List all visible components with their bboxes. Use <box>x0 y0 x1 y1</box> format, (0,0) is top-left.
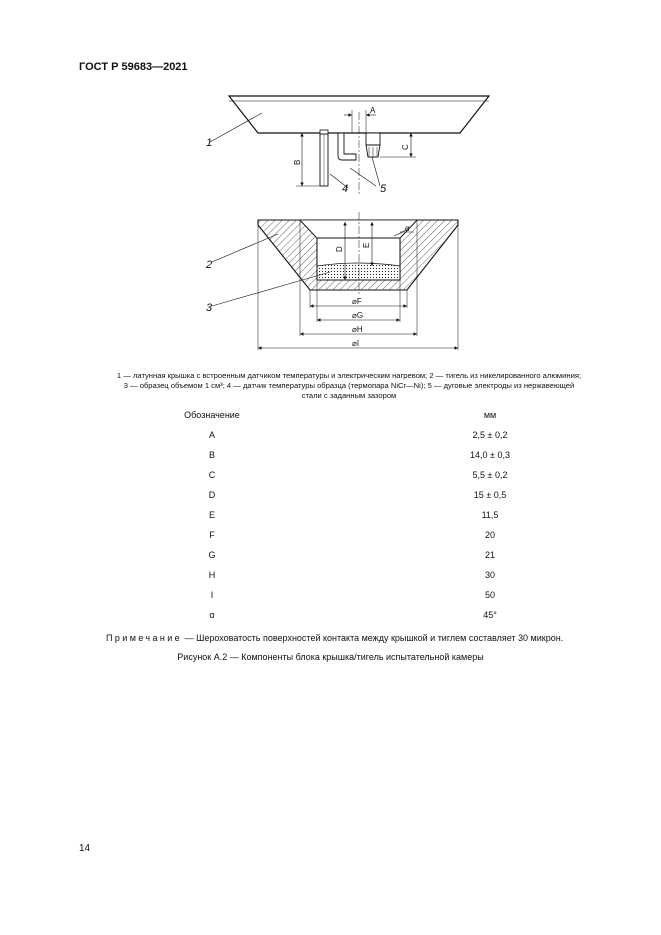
figure-note <box>106 633 563 643</box>
dim-label-E: E <box>362 242 371 248</box>
table-cell: D <box>208 490 216 500</box>
table-row <box>0 530 661 542</box>
legend-line: 3 — образец объемом 1 см³; 4 — датчик температуры образца (термопара NiCr—Ni); 5 — дуговые электроды из нержавеющей <box>123 381 575 390</box>
technical-drawing <box>0 0 661 360</box>
dim-label-B: B <box>293 159 302 165</box>
table-cell: F <box>209 530 215 540</box>
dim-label-A: A <box>370 106 376 115</box>
table-row <box>0 470 661 482</box>
table-cell: C <box>208 470 216 480</box>
table-row <box>0 570 661 582</box>
dim-label-D: D <box>335 246 344 252</box>
legend-line: стали с заданным зазором <box>301 391 397 400</box>
document-header: ГОСТ Р 59683—2021 <box>79 61 188 73</box>
callout-3: 3 <box>206 302 213 314</box>
table-cell: 11,5 <box>481 510 499 520</box>
column-header-mm: мм <box>483 410 497 420</box>
figure-legend <box>79 371 619 401</box>
table-cell: 30 <box>484 570 495 580</box>
table-row <box>0 590 661 602</box>
table-cell: I <box>210 590 214 600</box>
callout-5: 5 <box>380 183 387 195</box>
dim-label-C: C <box>401 144 410 150</box>
arc-electrode <box>366 133 380 145</box>
table-cell: 15 ± 0,5 <box>473 490 507 500</box>
table-row <box>0 490 661 502</box>
arc-electrode <box>338 133 356 160</box>
table-cell: 5,5 ± 0,2 <box>472 470 508 480</box>
callout-4: 4 <box>342 183 349 195</box>
dim-label-I: ⌀I <box>352 339 360 348</box>
lid-assembly <box>206 96 489 196</box>
table-cell: 14,0 ± 0,3 <box>470 450 510 460</box>
dim-label-H: ⌀H <box>352 325 363 334</box>
table-header-row <box>0 410 661 422</box>
figure-caption: Рисунок А.2 — Компоненты блока крышка/тигель испытательной камеры <box>177 652 484 662</box>
note-text: — Шероховатость поверхностей контакта между крышкой и тиглем составляет 30 микрон. <box>182 633 564 643</box>
table-row <box>0 610 661 622</box>
table-cell: α <box>209 610 215 620</box>
table-cell: H <box>208 570 216 580</box>
table-row <box>0 510 661 522</box>
table-row <box>0 430 661 442</box>
table-cell: B <box>208 450 215 460</box>
table-cell: 45° <box>483 610 497 620</box>
table-cell: 20 <box>484 530 495 540</box>
column-header-designation: Обозначение <box>184 410 240 420</box>
table-cell: 50 <box>484 590 495 600</box>
legend-line: 1 — латунная крышка с встроенным датчиком температуры и электрическим нагревом; 2 — тигель из никелированного алюминия; <box>116 371 582 380</box>
table-cell: E <box>208 510 215 520</box>
table-cell: A <box>208 430 215 440</box>
table-row <box>0 550 661 562</box>
callout-1: 1 <box>206 137 213 149</box>
table-cell: 2,5 ± 0,2 <box>472 430 508 440</box>
dim-label-G: ⌀G <box>352 311 364 320</box>
dim-label-F: ⌀F <box>352 297 362 306</box>
note-label: Примечание <box>106 633 183 643</box>
table-cell: 21 <box>484 550 495 560</box>
callout-2: 2 <box>206 259 213 271</box>
crucible-assembly <box>205 212 458 350</box>
table-row <box>0 450 661 462</box>
table-cell: G <box>208 550 216 560</box>
dim-label-alpha: α <box>405 224 410 233</box>
page-number: 14 <box>79 843 91 854</box>
sample <box>317 263 400 280</box>
